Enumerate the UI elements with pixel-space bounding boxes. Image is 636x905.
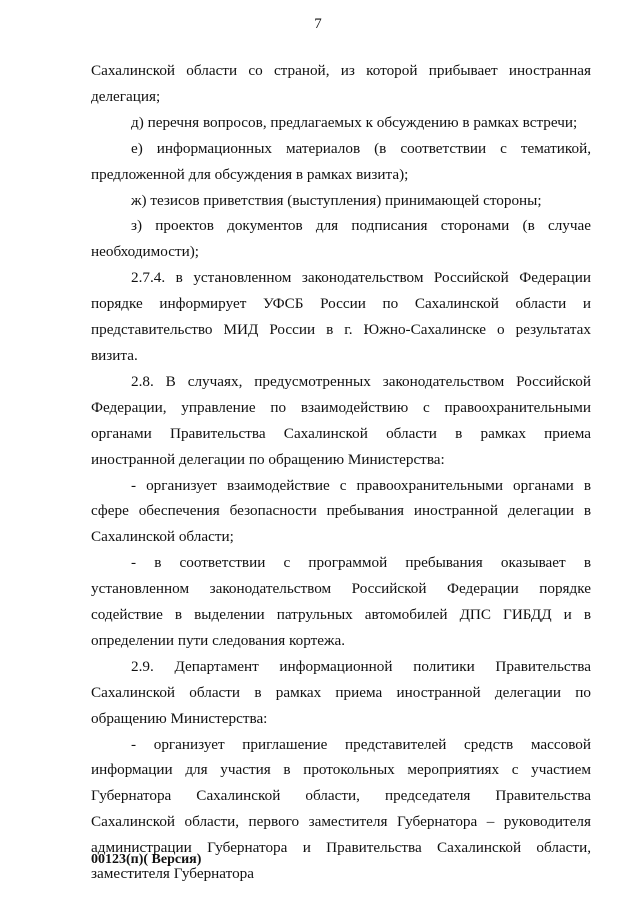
paragraph-item-d: д) перечня вопросов, предлагаемых к обсуждению в рамках встречи; bbox=[131, 113, 578, 131]
paragraph-2-8: 2.8. В случаях, предусмотренных законодательством Российской Федерации, управление по взаимодействию с правоохранительными органами Правительства Сахалинской области в рамках приема иностранной делегации по обращению Министерства: bbox=[91, 372, 591, 468]
document-body bbox=[91, 58, 591, 887]
page-number: 7 bbox=[314, 16, 322, 32]
paragraph-item-zh: ж) тезисов приветствия (выступления) принимающей стороны; bbox=[131, 191, 542, 209]
paragraph-2-7-4: 2.7.4. в установленном законодательством Российской Федерации порядке информирует УФСБ России по Сахалинской области и представительство МИД России в г. Южно-Сахалинске о результатах визита. bbox=[91, 269, 591, 364]
paragraph-2-8-bullet-2: - в соответствии с программой пребывания оказывает в установленном законодательством Российской Федерации порядке содействие в выделении патрульных автомобилей ДПС ГИБДД и в определении пути следования кортежа. bbox=[91, 554, 591, 649]
document-footer-code: 00123(п)( Версия) bbox=[91, 852, 202, 867]
paragraph-item-e: е) информационных материалов (в соответствии с тематикой, предложенной для обсуждения в рамках визита); bbox=[91, 139, 591, 183]
paragraph-2-9: 2.9. Департамент информационной политики Правительства Сахалинской области в рамках приема иностранной делегации по обращению Министерства: bbox=[91, 657, 591, 727]
paragraph-item-z: з) проектов документов для подписания сторонами (в случае необходимости); bbox=[91, 217, 591, 261]
paragraph-continuation: Сахалинской области со страной, из которой прибывает иностранная делегация; bbox=[91, 62, 591, 105]
paragraph-2-8-bullet-1: - организует взаимодействие с правоохранительными органами в сфере обеспечения безопасности пребывания иностранной делегации в Сахалинской области; bbox=[91, 476, 591, 546]
paragraph-2-9-bullet-1: - организует приглашение представителей средств массовой информации для участия в протокольных мероприятиях с участием Губернатора Сахалинской области, председателя Правительства Сахалинской области, первого заместителя Губернатора – руководителя администрации Губернатора и Правительства Сахалинской области, заместителя Губернатора bbox=[91, 735, 591, 883]
